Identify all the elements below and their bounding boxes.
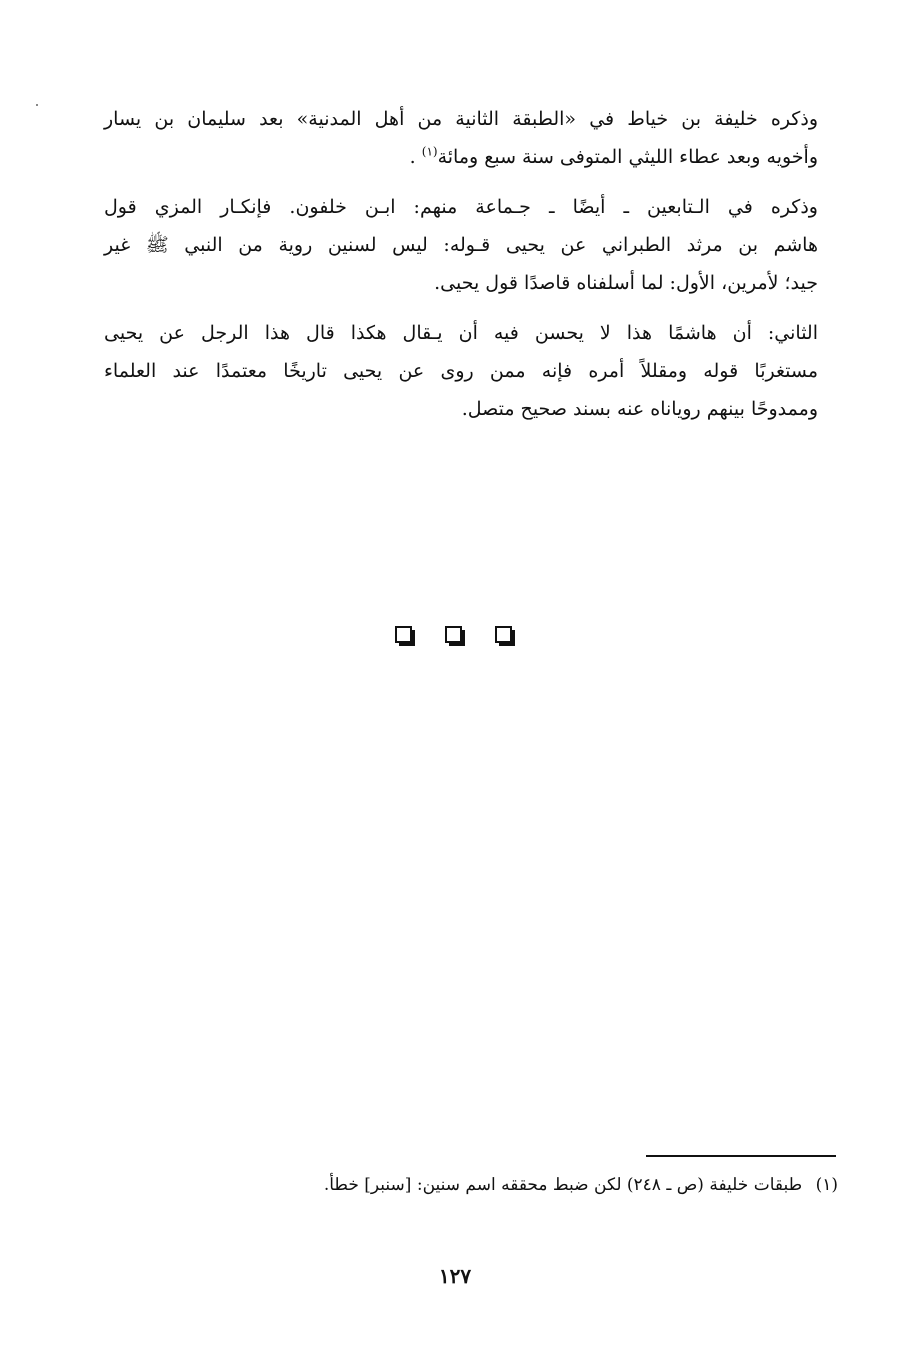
text-line-content: وأخويه وبعد عطاء الليثي المتوفى سنة سبع ومائة xyxy=(437,146,818,168)
footnote xyxy=(138,1170,838,1200)
square-ornament-icon xyxy=(395,626,415,646)
line-tail: . xyxy=(409,146,422,168)
square-ornament-icon xyxy=(445,626,465,646)
paragraph-3 xyxy=(104,314,818,428)
footnote-divider xyxy=(646,1155,836,1157)
text-line: جيد؛ لأمرين، الأول: لما أسلفناه قاصدًا قول يحيى. xyxy=(434,272,818,294)
main-text xyxy=(104,100,818,440)
text-line: وذكره في الـتابعين ـ أيضًا ـ جـماعة منهم: ابـن خلفون. فإنكـار المزي قول xyxy=(104,196,818,218)
text-line: هاشم بن مرثد الطبراني عن يحيى قـوله: ليس لسنين روية من النبي ﷺ غير xyxy=(104,234,818,256)
text-line: مستغربًا قوله ومقللاً أمره فإنه ممن روى عن يحيى تاريخًا معتمدًا عند العلماء xyxy=(104,360,818,382)
footnote-reference[interactable]: (١) xyxy=(421,144,438,159)
paragraph-2 xyxy=(104,188,818,302)
text-line: وذكره خليفة بن خياط في «الطبقة الثانية من أهل المدنية» بعد سليمان بن يسار xyxy=(104,108,818,130)
section-separator xyxy=(0,626,910,646)
footnote-number: (١) xyxy=(815,1175,838,1195)
text-line xyxy=(104,138,818,176)
margin-speck xyxy=(36,104,38,106)
square-ornament-icon xyxy=(495,626,515,646)
page-number: ١٢٧ xyxy=(438,1264,472,1288)
text-line: وممدوحًا بينهم روياناه عنه بسند صحيح متصل. xyxy=(461,398,818,420)
paragraph-1 xyxy=(104,100,818,176)
text-line: الثاني: أن هاشمًا هذا لا يحسن فيه أن يـقال هكذا قال هذا الرجل عن يحيى xyxy=(104,322,818,344)
footnote-text: طبقات خليفة (ص ـ ٢٤٨) لكن ضبط محققه اسم سنين: [سنبر] خطأ. xyxy=(323,1175,803,1195)
